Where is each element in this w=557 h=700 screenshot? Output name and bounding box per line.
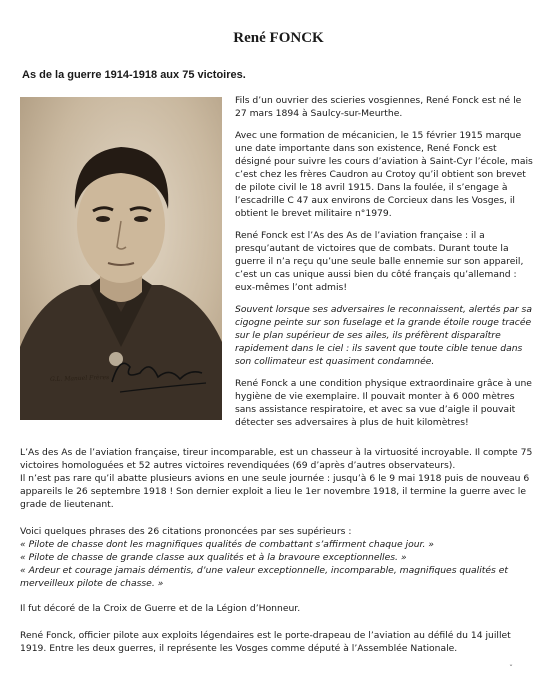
paragraph-training: Avec une formation de mécanicien, le 15 février 1915 marque une date importante dans son existence, René Fonck est désigné pour suivre les cours d’aviation à Saint-Cyr l’école, mais c’est chez les frères Caudron au Crotoy qu’il obtient son brevet de pilote civil le 18 avril 1915. Dans la foulée, il s’engage à l’escadrille C 47 aux environs de Corcieux dans les Vosges, il obtient le brevet militaire n°1979. bbox=[235, 130, 533, 219]
paragraph-victories: L’As des As de l’aviation française, tireur incomparable, est un chasseur à la virtuosité incroyable. Il compte 75 victoires homologuées et 52 autres victoires revendiquées (69 d’après d’autres observateurs). bbox=[20, 447, 533, 471]
citations-intro: Voici quelques phrases des 26 citations prononcées par ses supérieurs : bbox=[20, 526, 352, 537]
citations-block bbox=[20, 525, 536, 590]
paragraph-physique: René Fonck a une condition physique extraordinaire grâce à une hygiène de vie exemplaire. Il pouvait monter à 6 000 mètres sans assistance respiratoire, et avec sa vue d’aigle il pouvait détecter ses adversaires à plus de huit kilomètres! bbox=[235, 378, 532, 428]
portrait-photo bbox=[20, 97, 222, 420]
photo-credit: G.L. Manuel Frères bbox=[49, 373, 110, 384]
body-block-postwar bbox=[20, 629, 536, 655]
page-title: René FONCK bbox=[233, 30, 324, 46]
citation-1: « Pilote de chasse dont les magnifiques qualités de combattant s’affirment chaque jour. » bbox=[20, 539, 434, 550]
paragraph-adversaries: Souvent lorsque ses adversaires le reconnaissent, alertés par sa cigogne peinte sur son fuselage et la grande étoile rouge tracée sur le plan supérieur de ses ailes, ils préfèrent disparaître rapidement dans le ciel : ils savent que toute cible tenue dans son collimateur est quasiment condamnée. bbox=[235, 304, 532, 367]
paragraph-ace: René Fonck est l’As des As de l’aviation française : il a presqu’autant de victoires que de combats. Durant toute la guerre il n’a reçu qu’une seule balle ennemie sur son appareil, c’est un cas unique aussi bien du côté français qu’allemand : eux-mêmes l’ont admis! bbox=[235, 230, 524, 293]
page-mark: ˇ bbox=[509, 664, 513, 673]
citation-2: « Pilote de chasse de grande classe aux qualités et à la bravoure exceptionnelles. » bbox=[20, 552, 407, 563]
paragraph-birth: Fils d’un ouvrier des scieries vosgiennes, René Fonck est né le 27 mars 1894 à Saulcy-sur-Meurthe. bbox=[235, 95, 522, 119]
body-block-1 bbox=[20, 446, 536, 511]
portrait-illustration bbox=[20, 97, 222, 420]
right-column bbox=[235, 94, 535, 438]
paragraph-records: Il n’est pas rare qu’il abatte plusieurs avions en une seule journée : jusqu’à 6 le 9 mai 1918 puis de nouveau 6 appareils le 26 septembre 1918 ! Son dernier exploit a lieu le 1er novembre 1918, il termine la guerre avec le grade de lieutenant. bbox=[20, 473, 530, 510]
subtitle: As de la guerre 1914-1918 aux 75 victoires. bbox=[22, 69, 246, 81]
citation-3: « Ardeur et courage jamais démentis, d’une valeur exceptionnelle, incomparable, magnifiques qualités et merveilleux pilote de chasse. » bbox=[20, 565, 509, 589]
body-block-decorations bbox=[20, 602, 536, 615]
paragraph-postwar: René Fonck, officier pilote aux exploits légendaires est le porte-drapeau de l’aviation au défilé du 14 juillet 1919. Entre les deux guerres, il représente les Vosges comme député à l’Assemblée Nationale. bbox=[20, 630, 511, 654]
paragraph-decorations: Il fut décoré de la Croix de Guerre et de la Légion d’Honneur. bbox=[20, 603, 301, 614]
